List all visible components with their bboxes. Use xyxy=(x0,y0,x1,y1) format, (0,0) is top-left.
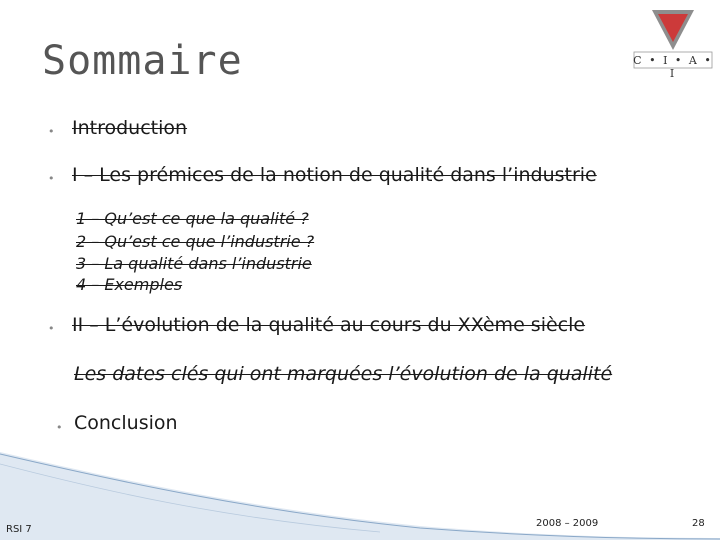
footer-left: RSI 7 xyxy=(6,524,32,535)
bullet: • xyxy=(48,125,55,138)
toc-subitem-3[interactable]: 3 – La qualité dans l’industrie xyxy=(76,254,312,273)
toc-subitem-2[interactable]: 2 – Qu’est ce que l’industrie ? xyxy=(76,232,315,251)
page-number: 28 xyxy=(692,518,705,529)
bullet: • xyxy=(56,421,63,434)
toc-subitem-1[interactable]: 1 – Qu’est ce que la qualité ? xyxy=(76,209,309,228)
logo-text: C • I • A • I xyxy=(633,54,713,80)
toc-item-conclusion[interactable]: Conclusion xyxy=(74,412,178,434)
footer-center: 2008 – 2009 xyxy=(536,518,599,529)
bullet: • xyxy=(48,322,55,335)
toc-subitem-4[interactable]: 4 – Exemples xyxy=(76,275,183,294)
bullet: • xyxy=(48,172,55,185)
toc-item-part-2[interactable]: II – L’évolution de la qualité au cours du XXème siècle xyxy=(72,314,586,336)
toc-item-introduction[interactable]: Introduction xyxy=(72,117,188,139)
toc-subitem-dates[interactable]: Les dates clés qui ont marquées l’évolution de la qualité xyxy=(74,363,613,385)
decorative-wave xyxy=(0,440,720,540)
toc-item-part-1[interactable]: I – Les prémices de la notion de qualité dans l’industrie xyxy=(72,164,597,186)
ciai-logo xyxy=(630,6,716,80)
slide-title: Sommaire xyxy=(42,38,243,84)
